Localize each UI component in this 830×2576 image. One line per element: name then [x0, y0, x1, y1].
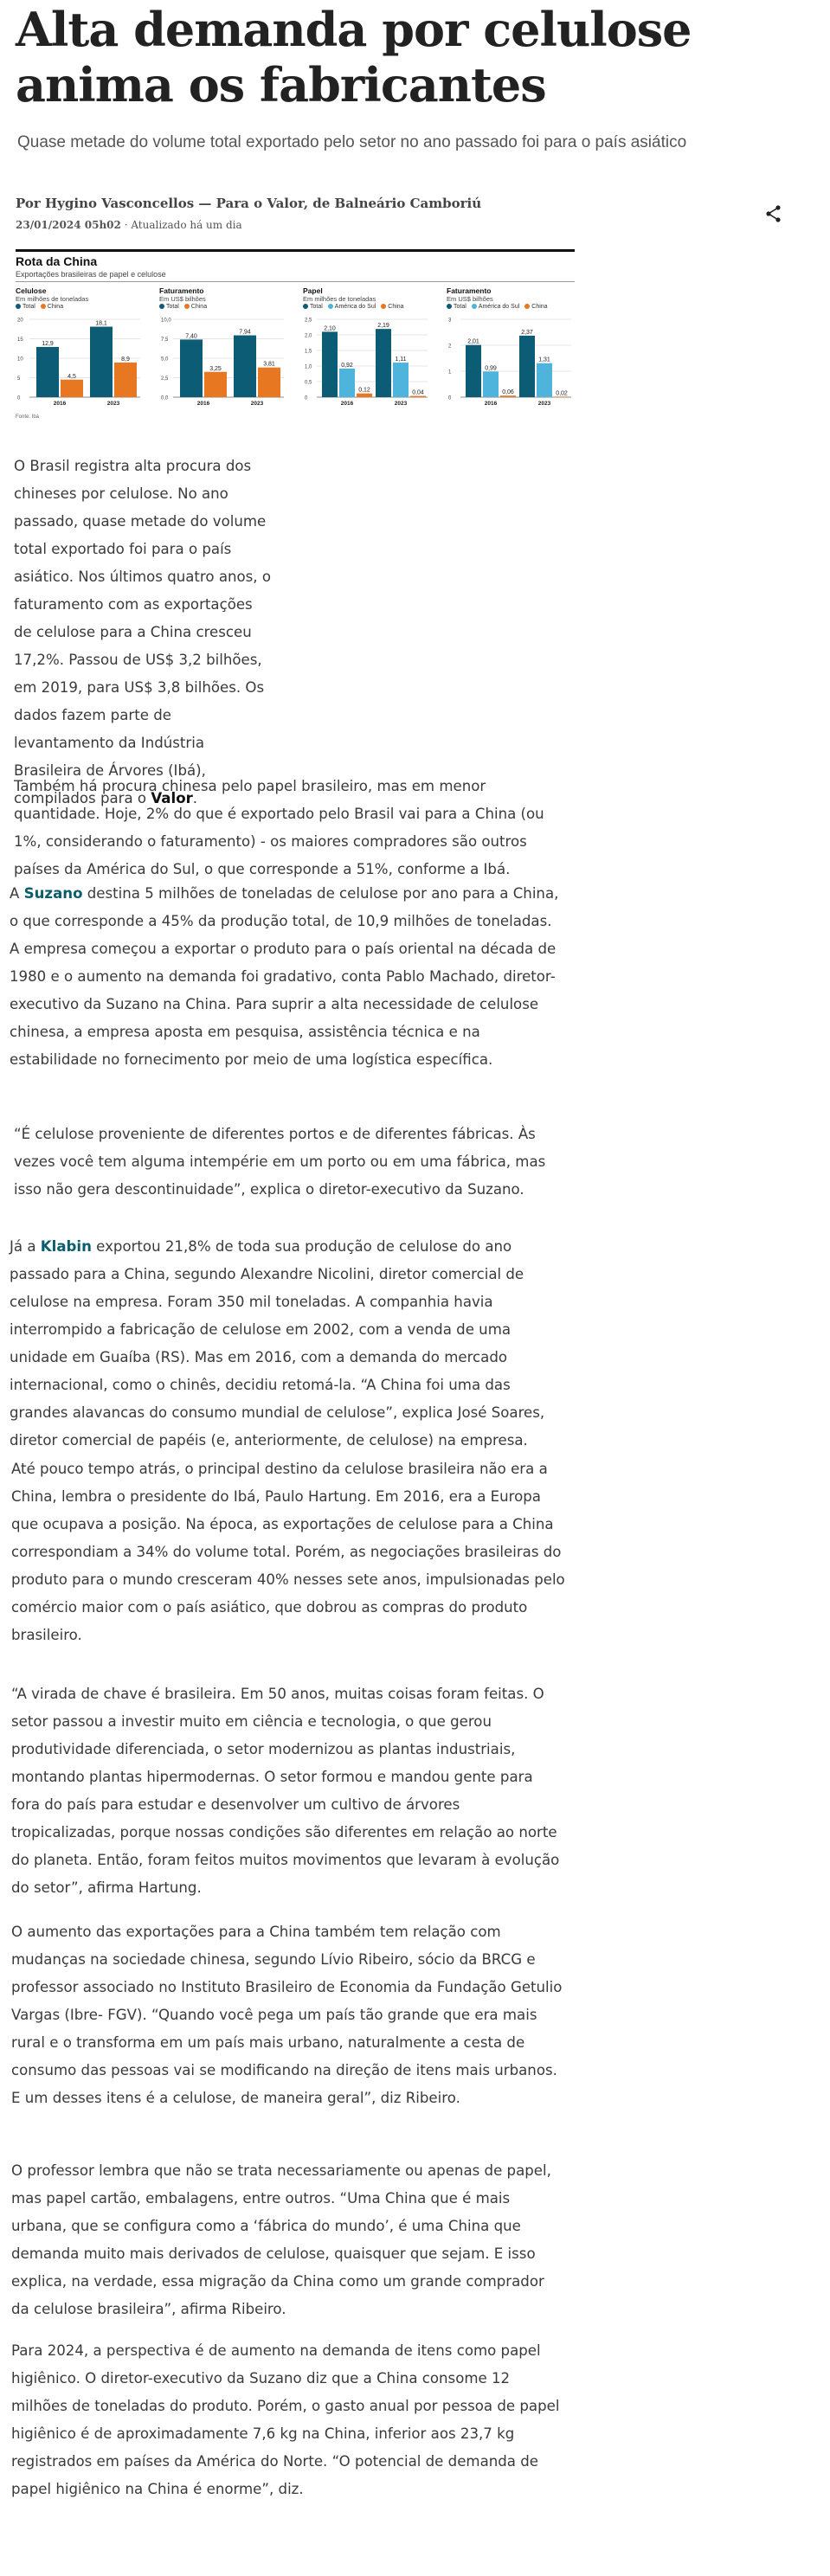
y-tick-label: 5: [17, 376, 21, 382]
panel-title: Papel: [303, 286, 323, 295]
data-label: 2,10: [324, 325, 336, 332]
legend-swatch: [328, 304, 333, 309]
chart-panel: [159, 286, 286, 409]
bar: [376, 329, 391, 397]
legend-swatch: [472, 304, 477, 309]
legend-item: América do Sul: [328, 304, 376, 310]
data-label: 3,81: [263, 361, 275, 368]
bar: [519, 336, 535, 397]
legend-item: China: [381, 304, 403, 310]
panel-legend: [16, 304, 68, 310]
y-tick-label: 10,0: [161, 318, 171, 324]
legend-swatch: [41, 304, 46, 309]
x-tick-label: 2023: [250, 401, 264, 407]
dateline: [16, 219, 242, 231]
paragraph-text: A: [10, 885, 24, 902]
bar: [322, 331, 338, 397]
panel-unit: Em US$ bilhões: [159, 295, 206, 303]
y-tick-label: 20: [17, 318, 23, 324]
data-label: 1,31: [538, 357, 550, 363]
bar: [554, 396, 569, 397]
panel-legend: [159, 304, 212, 310]
data-label: 18,1: [95, 320, 107, 327]
legend-item: Total: [16, 304, 35, 310]
legend-swatch: [184, 304, 190, 309]
bar: [180, 339, 203, 397]
data-label: 0,02: [556, 390, 568, 397]
paragraph: [10, 1233, 563, 1455]
bar: [537, 363, 552, 397]
panel-plot: [447, 312, 573, 406]
article-subtitle: Quase metade do volume total exportado pelo setor no ano passado foi para o país asiático: [17, 133, 687, 151]
panel-unit: Em milhões de toneladas: [303, 295, 376, 303]
chart-panel: [303, 286, 429, 409]
y-tick-label: 2,5: [305, 318, 312, 324]
y-tick-label: 0,0: [161, 395, 169, 401]
legend-item: América do Sul: [472, 304, 519, 310]
panel-unit: Em US$ bilhões: [447, 295, 493, 303]
paragraph: Também há procura chinesa pelo papel brasileiro, mas em menor quantidade. Hoje, 2% do que é exportado pelo Brasil vai para a China (ou 1%, considerando o faturamento) - os maiores compradores são outros países da América do Sul, o que corresponde a 51%, conforme a Ibá.: [14, 778, 544, 877]
legend-swatch: [447, 304, 452, 309]
paragraph-text: destina 5 milhões de toneladas de celulose por ano para a China, o que corresponde a 45% da produção total, de 10,9 milhões de toneladas. A empresa começou a exportar o produto para o país oriental na década de 1980 e o aumento na demanda foi gradativo, conta Pablo Machado, diretor-executivo da Suzano na China. Para suprir a alta necessidade de celulose chinesa, a empresa aposta em pesquisa, assistência técnica e na estabilidade no fornecimento por meio de uma logística específica.: [10, 885, 559, 1068]
y-tick-label: 3: [448, 318, 452, 324]
y-tick-label: 2: [448, 344, 452, 350]
panel-title: Faturamento: [447, 286, 492, 295]
bar: [90, 327, 113, 397]
x-tick-label: 2023: [537, 401, 551, 407]
paragraph-end: .: [192, 790, 198, 806]
panel-title: Celulose: [16, 286, 47, 295]
legend-swatch: [303, 304, 308, 309]
data-label: 7,94: [239, 329, 251, 336]
bar: [483, 371, 499, 397]
bar: [393, 363, 409, 397]
legend-swatch: [16, 304, 21, 309]
y-tick-label: 0: [448, 395, 452, 401]
x-tick-label: 2023: [106, 401, 120, 407]
paragraph-text: exportou 21,8% de toda sua produção de celulose do ano passado para a China, segundo Alexandre Nicolini, diretor comercial de celulose na empresa. Foram 350 mil toneladas. A companhia havia interrompido a fabricação de celulose em 2002, com a venda de uma unidade em Guaíba (RS). Mas em 2016, com a demanda do mercado internacional, como o chinês, decidiu retomá-la. “A China foi uma das grandes alavancas do consumo mundial de celulose”, explica José Soares, diretor comercial de papéis (e, anteriormente, de celulose) na empresa.: [10, 1238, 545, 1449]
legend-item: Total: [447, 304, 466, 310]
bar: [258, 368, 280, 397]
data-label: 7,40: [185, 333, 197, 340]
data-label: 0,12: [358, 387, 370, 394]
bar: [234, 336, 256, 397]
chart-divider: [16, 281, 575, 282]
y-tick-label: 2,5: [161, 376, 169, 382]
legend-item: Total: [159, 304, 179, 310]
bar: [114, 363, 137, 397]
paragraph: [10, 880, 563, 1074]
data-label: 4,5: [68, 373, 76, 380]
y-tick-label: 7,5: [161, 337, 169, 343]
bar: [466, 345, 481, 397]
paragraph: O aumento das exportações para a China também tem relação com mudanças na sociedade chinesa, segundo Lívio Ribeiro, sócio da BRCG e professor associado no Instituto Brasileiro de Economia da Fundação Getulio Vargas (Ibre- FGV). “Quando você pega um país tão grande que era mais rural e o transforma em um país mais urbano, naturalmente a cesta de consumo das pessoas vai se modificando na direção de itens mais urbanos. E um desses itens é a celulose, de maneira geral”, diz Ribeiro.: [11, 1924, 563, 2106]
panel-plot: [159, 312, 286, 406]
y-tick-label: 15: [17, 337, 23, 343]
chart-panel: [447, 286, 573, 409]
bar: [61, 380, 83, 397]
legend-item: China: [524, 304, 547, 310]
legend-swatch: [381, 304, 386, 309]
chart-subtitle: Exportações brasileiras de papel e celulose: [16, 270, 166, 279]
data-label: 0,92: [341, 362, 353, 369]
x-tick-label: 2016: [484, 401, 498, 407]
panel-legend: [303, 304, 409, 310]
data-label: 0,06: [502, 389, 514, 396]
data-label: 12,9: [42, 340, 54, 347]
bar: [357, 394, 372, 397]
y-tick-label: 1: [448, 369, 452, 376]
legend-item: China: [184, 304, 207, 310]
x-tick-label: 2016: [53, 401, 67, 407]
legend-swatch: [524, 304, 530, 309]
panel-plot: [16, 312, 142, 406]
bar: [204, 372, 227, 397]
panel-title: Faturamento: [159, 286, 204, 295]
x-tick-label: 2016: [196, 401, 210, 407]
bar: [339, 369, 355, 397]
y-tick-label: 10: [17, 357, 23, 363]
klabin-link[interactable]: Klabin: [40, 1238, 92, 1255]
y-tick-label: 1,0: [305, 364, 312, 370]
updated-label: · Atualizado há um dia: [120, 219, 242, 231]
paragraph: [14, 453, 273, 813]
y-tick-label: 0,5: [305, 380, 312, 386]
paragraph-text: O Brasil registra alta procura dos chineses por celulose. No ano passado, quase metade do volume total exportado foi para o país asiático. Nos últimos quatro anos, o faturamento com as exportações de celulose para a China cresceu 17,2%. Passou de US$ 3,2 bilhões, em 2019, para US$ 3,8 bilhões. Os dados fazem parte de levantamento da Indústria Brasileira de Árvores (Ibá), compilados para o: [14, 458, 272, 806]
y-tick-label: 5,0: [161, 357, 169, 363]
data-label: 0,99: [485, 365, 497, 372]
valor-brand: Valor: [151, 790, 193, 806]
x-tick-label: 2016: [340, 401, 354, 407]
x-tick-label: 2023: [394, 401, 408, 407]
data-label: 2,01: [467, 338, 479, 345]
paragraph: “É celulose proveniente de diferentes portos e de diferentes fábricas. Às vezes você tem alguma intempérie em um porto ou em uma fábrica, mas isso não gera descontinuidade”, explica o diretor-executivo da Suzano.: [14, 1126, 546, 1198]
paragraph: O professor lembra que não se trata necessariamente ou apenas de papel, mas papel cartão, embalagens, entre outros. “Uma China que é mais urbana, que se configura como a ‘fábrica do mundo’, é uma China que demanda muito mais derivados de celulose, quaisquer que sejam. E isso explica, na verdade, essa migração da China como um grande comprador da celulose brasileira”, afirma Ribeiro.: [11, 2162, 551, 2317]
panel-plot: [303, 312, 429, 406]
paragraph: Para 2024, a perspectiva é de aumento na demanda de itens como papel higiênico. O diretor-executivo da Suzano diz que a China consome 12 milhões de toneladas do produto. Porém, o gasto anual por pessoa de papel higiênico é de aproximadamente 7,6 kg na China, inferior aos 23,7 kg registrados em países da América do Norte. “O potencial de demanda de papel higiênico na China é enorme”, diz.: [11, 2342, 560, 2497]
article-title: Alta demanda por celulose anima os fabricantes: [16, 2, 692, 112]
data-label: 2,19: [377, 323, 389, 330]
chart-panel: [16, 286, 142, 409]
publish-date: 23/01/2024 05h02: [16, 219, 121, 231]
share-icon[interactable]: [764, 204, 783, 223]
chart-title: Rota da China: [16, 254, 98, 268]
y-tick-label: 0: [17, 395, 21, 401]
y-tick-label: 0: [305, 395, 308, 401]
chart-figure: [16, 249, 575, 428]
chart-source: Fonte: Ibá: [16, 414, 40, 420]
paragraph: “A virada de chave é brasileira. Em 50 anos, muitas coisas foram feitas. O setor passou a investir muito em ciência e tecnologia, o que gerou produtividade diferenciada, o setor modernizou as plantas industriais, montando plantas hipermodernas. O setor formou e mandou gente para fora do país para estudar e desenvolver um cultivo de árvores tropicalizadas, porque nossas condições são diferentes em relação ao norte do planeta. Então, foram feitos muitos movimentos que levaram à evolução do setor”, afirma Hartung.: [11, 1686, 560, 1896]
panel-unit: Em milhões de toneladas: [16, 295, 89, 303]
data-label: 1,11: [395, 357, 407, 363]
legend-item: China: [41, 304, 63, 310]
y-tick-label: 2,0: [305, 333, 312, 339]
bar: [410, 396, 426, 397]
bar: [500, 395, 516, 397]
paragraph: Até pouco tempo atrás, o principal destino da celulose brasileira não era a China, lembra o presidente do Ibá, Paulo Hartung. Em 2016, era a Europa que ocupava a posição. Na época, as exportações de celulose para a China correspondiam a 34% do volume total. Porém, as negociações brasileiras do produto para o mundo cresceram 40% nesses sete anos, impulsionadas pelo comércio maior com o país asiático, que dobrou as compras do produto brasileiro.: [11, 1461, 565, 1643]
data-label: 0,04: [412, 389, 424, 396]
y-tick-label: 1,5: [305, 349, 312, 355]
suzano-link[interactable]: Suzano: [23, 885, 83, 902]
legend-item: Total: [303, 304, 323, 310]
data-label: 2,37: [521, 329, 533, 336]
paragraph-text: Já a: [10, 1238, 41, 1255]
bar: [36, 347, 59, 397]
legend-swatch: [159, 304, 164, 309]
byline: Por Hygino Vasconcellos — Para o Valor, de Balneário Camboriú: [16, 196, 482, 211]
data-label: 3,25: [209, 365, 222, 372]
panel-legend: [447, 304, 553, 310]
data-label: 8,9: [121, 356, 130, 363]
